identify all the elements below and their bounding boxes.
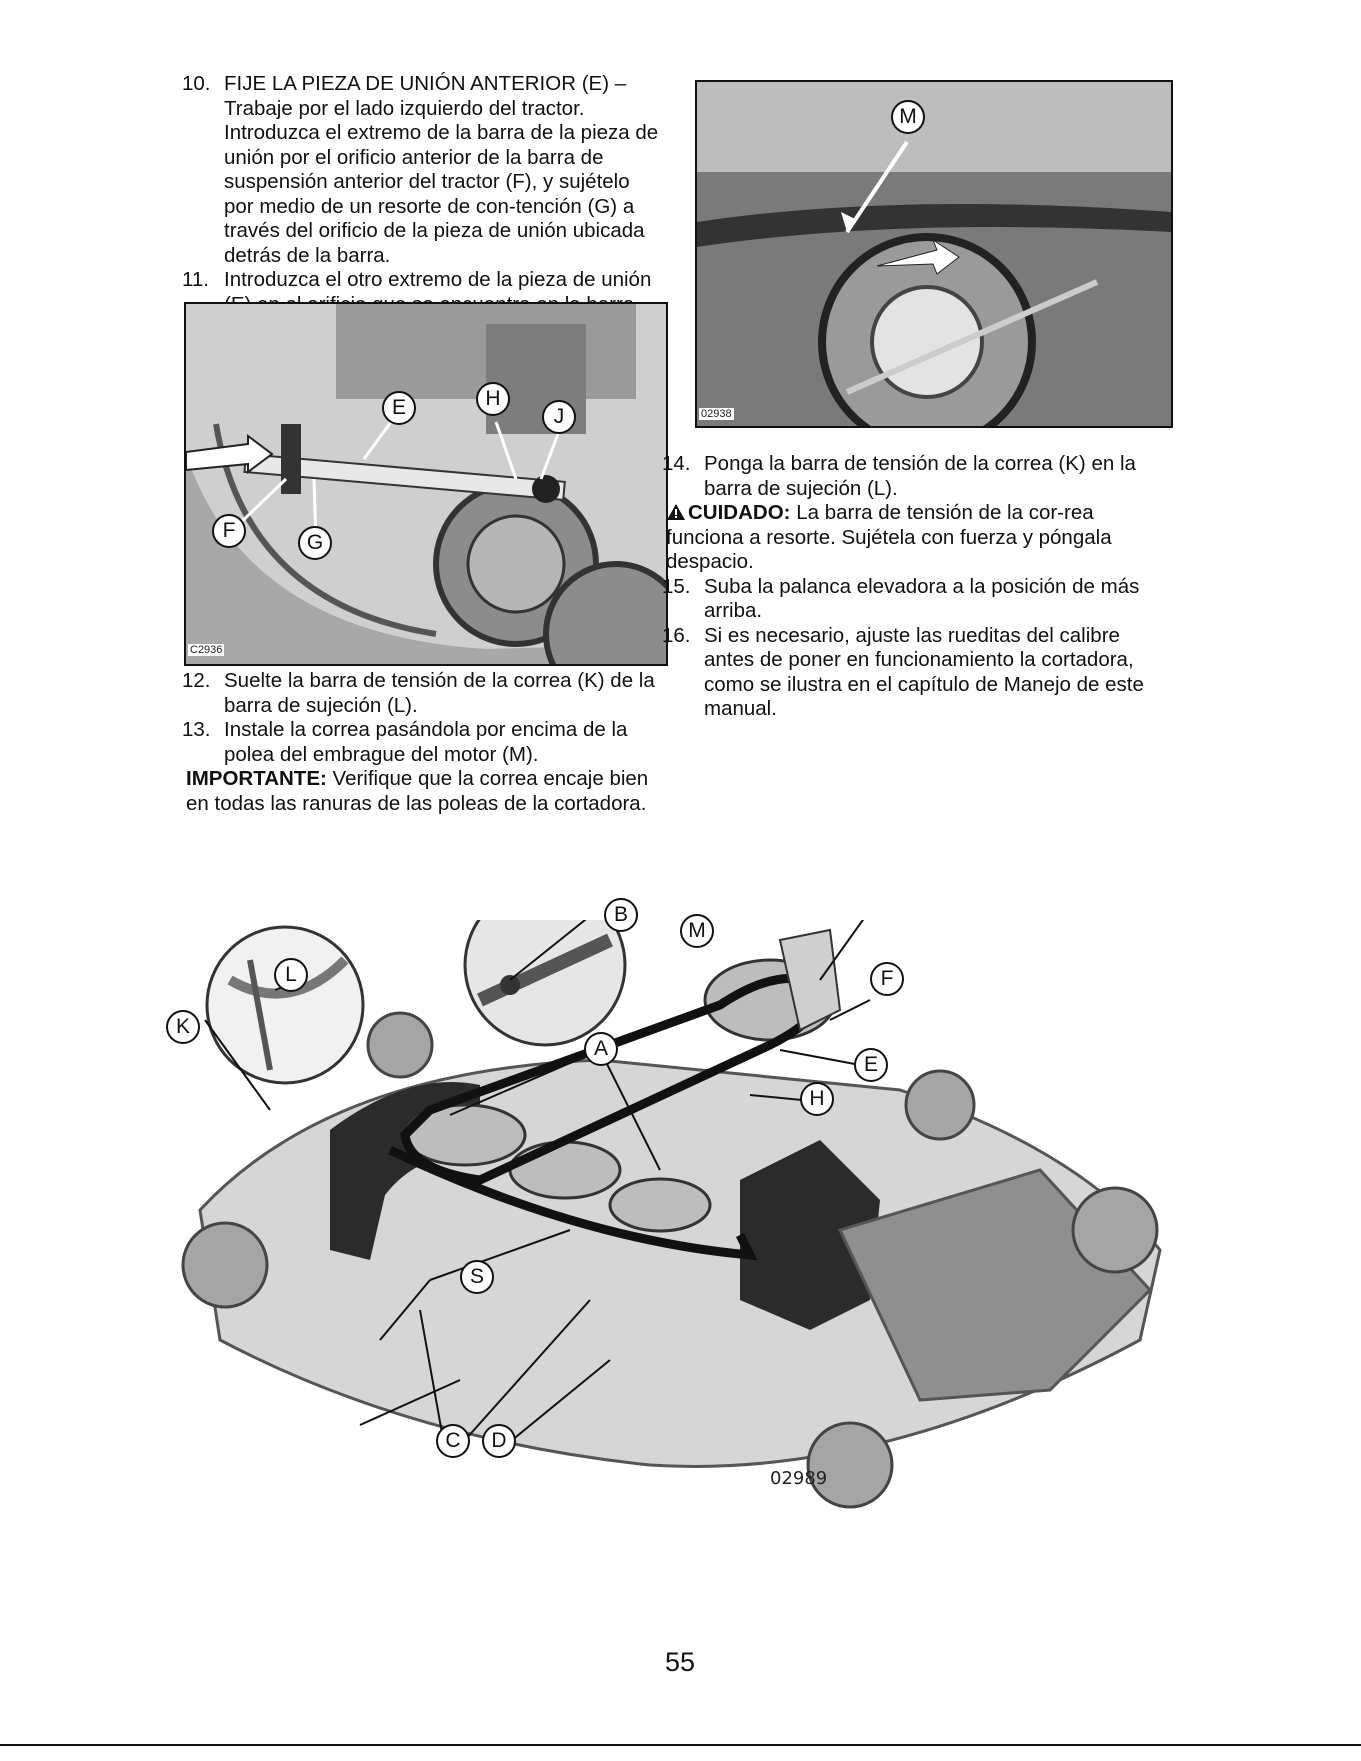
step-number: 10. <box>182 72 211 95</box>
important-label: IMPORTANTE: <box>186 767 327 790</box>
step-text: FIJE LA PIEZA DE UNIÓN ANTERIOR (E) – Trabaje por el lado izquierdo del tractor. Introduzca el extremo de la barra de la pieza de unión por el orificio anterior de la barra de suspensión anterior del tractor (F), y sujételo por medio de un resorte de con-tención (G) a través del orificio de la pieza de unión ubicada detrás de la barra. <box>224 72 659 267</box>
step-number: 16. <box>662 623 691 647</box>
step-number: 11. <box>182 268 209 291</box>
callout-g: G <box>298 526 332 560</box>
callout-b: B <box>604 898 638 932</box>
photo-id: 02938 <box>701 408 732 420</box>
clutch-pulley-illustration <box>697 82 1171 426</box>
callout-d: D <box>482 1424 516 1458</box>
important-text: Verifique que la correa encaje bien en todas las ranuras de las poleas de la cortadora. <box>186 767 649 815</box>
footer-divider <box>0 1744 1361 1746</box>
callout-j: J <box>542 400 576 434</box>
callout-e: E <box>854 1048 888 1082</box>
step-text: Suelte la barra de tensión de la correa (K) de la barra de sujeción (L). <box>224 669 655 717</box>
step-12 <box>182 669 664 718</box>
step-number: 13. <box>182 718 211 741</box>
callout-c: C <box>436 1424 470 1458</box>
step-text: Ponga la barra de tensión de la correa (K) en la barra de sujeción (L). <box>704 452 1136 500</box>
callout-h: H <box>476 382 510 416</box>
page-number: 55 <box>664 1647 696 1677</box>
callout-f: F <box>870 962 904 996</box>
step-text: Suba la palanca elevadora a la posición de más arriba. <box>704 574 1140 622</box>
step-14 <box>662 452 1166 501</box>
step-16 <box>662 623 1166 722</box>
callout-k: K <box>166 1010 200 1044</box>
mower-deck-illustration <box>180 920 1180 1540</box>
deck-link-photo <box>184 302 668 666</box>
step-number: 14. <box>662 452 691 475</box>
clutch-pulley-photo <box>695 80 1173 428</box>
callout-s: S <box>460 1260 494 1294</box>
diagram-id: 02989 <box>770 1468 828 1489</box>
callout-m: M <box>680 914 714 948</box>
callout-m: M <box>891 100 925 134</box>
caution-label: CUIDADO: <box>688 501 791 524</box>
instructions-right <box>662 452 1166 722</box>
deck-link-illustration <box>186 304 666 664</box>
step-number: 15. <box>662 574 691 598</box>
step-15 <box>662 574 1166 624</box>
instructions-left-bottom <box>182 669 664 816</box>
callout-e: E <box>382 391 416 425</box>
warning-triangle-icon <box>666 503 686 521</box>
photo-id: C2936 <box>190 644 223 656</box>
step-text: Instale la correa pasándola por encima de la polea del embrague del motor (M). <box>224 718 628 766</box>
step-text: Introduzca el otro extremo de la pieza de unión <box>224 268 652 291</box>
callout-l: L <box>274 958 308 992</box>
mower-deck-diagram <box>175 903 1180 1540</box>
callout-f: F <box>212 514 246 548</box>
step-10 <box>182 72 664 268</box>
important-note <box>186 767 664 816</box>
step-text: Si es necesario, ajuste las rueditas del calibre antes de poner en funcionamiento la cortadora, como se ilustra en el capítulo de Manejo de este manual. <box>704 623 1144 720</box>
step-number: 12. <box>182 669 211 692</box>
callout-a: A <box>584 1032 618 1066</box>
caution-note <box>666 501 1166 575</box>
caution-text: La barra de tensión de la cor-rea funciona a resorte. Sujétela con fuerza y póngala despacio. <box>666 501 1112 573</box>
callout-h: H <box>800 1082 834 1116</box>
step-13 <box>182 718 664 767</box>
